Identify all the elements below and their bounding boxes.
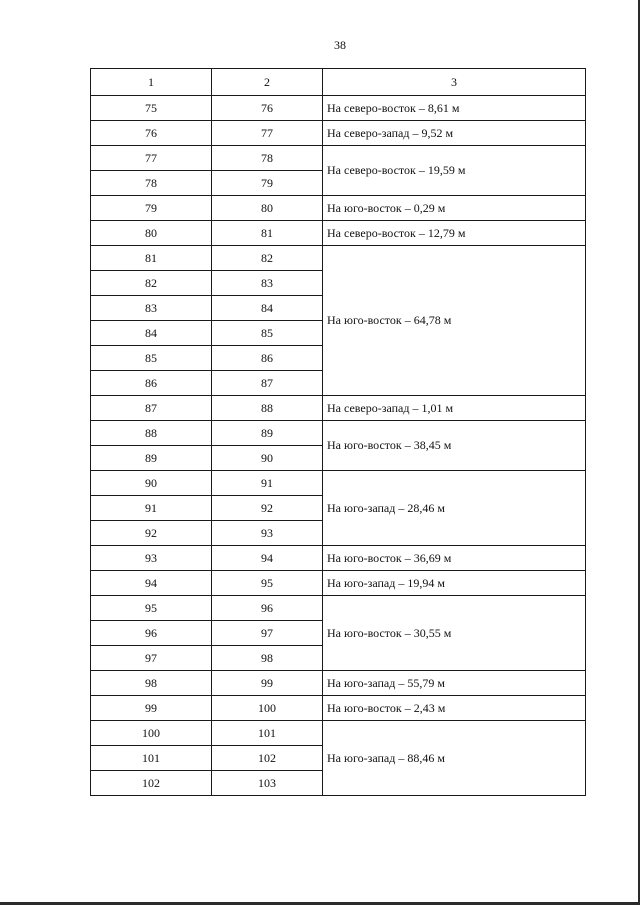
point-from-cell: 90 [91,471,212,496]
point-from-cell: 77 [91,146,212,171]
column-header-1: 1 [91,69,212,96]
point-from-cell: 85 [91,346,212,371]
point-to-cell: 103 [212,771,323,796]
table-row [91,421,586,446]
point-to-cell: 90 [212,446,323,471]
point-to-cell: 89 [212,421,323,446]
point-from-cell: 80 [91,221,212,246]
point-from-cell: 93 [91,546,212,571]
column-header-2: 2 [212,69,323,96]
point-from-cell: 99 [91,696,212,721]
point-from-cell: 101 [91,746,212,771]
point-from-cell: 94 [91,571,212,596]
table-header-row [91,69,586,96]
page-number: 38 [334,38,346,52]
point-to-cell: 76 [212,96,323,121]
point-from-cell: 76 [91,121,212,146]
table-row [91,671,586,696]
table-row [91,396,586,421]
point-from-cell: 75 [91,96,212,121]
direction-distance-cell: На юго-восток – 36,69 м [323,546,586,571]
direction-distance-cell: На северо-восток – 8,61 м [323,96,586,121]
direction-distance-cell: На северо-запад – 9,52 м [323,121,586,146]
table-row [91,471,586,496]
table-row [91,146,586,171]
point-to-cell: 97 [212,621,323,646]
table-row [91,596,586,621]
point-from-cell: 95 [91,596,212,621]
point-to-cell: 100 [212,696,323,721]
point-from-cell: 83 [91,296,212,321]
point-from-cell: 84 [91,321,212,346]
direction-distance-cell: На юго-восток – 64,78 м [323,246,586,396]
point-to-cell: 94 [212,546,323,571]
point-to-cell: 83 [212,271,323,296]
point-from-cell: 92 [91,521,212,546]
point-from-cell: 102 [91,771,212,796]
point-to-cell: 80 [212,196,323,221]
direction-distance-cell: На северо-запад – 1,01 м [323,396,586,421]
point-from-cell: 96 [91,621,212,646]
table-row [91,246,586,271]
point-from-cell: 86 [91,371,212,396]
point-from-cell: 97 [91,646,212,671]
table-row [91,721,586,746]
point-to-cell: 81 [212,221,323,246]
point-from-cell: 78 [91,171,212,196]
table-row [91,546,586,571]
table-body [91,96,586,796]
point-to-cell: 78 [212,146,323,171]
point-to-cell: 85 [212,321,323,346]
point-to-cell: 82 [212,246,323,271]
point-to-cell: 91 [212,471,323,496]
table-row [91,696,586,721]
direction-distance-cell: На северо-восток – 12,79 м [323,221,586,246]
direction-distance-cell: На юго-восток – 38,45 м [323,421,586,471]
point-from-cell: 88 [91,421,212,446]
table-row [91,571,586,596]
point-to-cell: 86 [212,346,323,371]
boundary-table [90,68,586,796]
direction-distance-cell: На юго-запад – 55,79 м [323,671,586,696]
point-to-cell: 93 [212,521,323,546]
direction-distance-cell: На юго-запад – 88,46 м [323,721,586,796]
point-from-cell: 89 [91,446,212,471]
point-from-cell: 81 [91,246,212,271]
point-to-cell: 101 [212,721,323,746]
table-row [91,96,586,121]
table-row [91,221,586,246]
point-to-cell: 79 [212,171,323,196]
point-from-cell: 82 [91,271,212,296]
point-from-cell: 91 [91,496,212,521]
point-from-cell: 100 [91,721,212,746]
point-to-cell: 95 [212,571,323,596]
point-from-cell: 87 [91,396,212,421]
direction-distance-cell: На юго-запад – 28,46 м [323,471,586,546]
table-row [91,121,586,146]
point-to-cell: 98 [212,646,323,671]
direction-distance-cell: На юго-восток – 2,43 м [323,696,586,721]
direction-distance-cell: На юго-запад – 19,94 м [323,571,586,596]
point-to-cell: 87 [212,371,323,396]
point-to-cell: 92 [212,496,323,521]
direction-distance-cell: На юго-восток – 30,55 м [323,596,586,671]
point-to-cell: 88 [212,396,323,421]
column-header-3: 3 [323,69,586,96]
direction-distance-cell: На северо-восток – 19,59 м [323,146,586,196]
point-to-cell: 99 [212,671,323,696]
table-row [91,196,586,221]
point-from-cell: 98 [91,671,212,696]
direction-distance-cell: На юго-восток – 0,29 м [323,196,586,221]
point-to-cell: 96 [212,596,323,621]
point-to-cell: 77 [212,121,323,146]
point-to-cell: 84 [212,296,323,321]
point-to-cell: 102 [212,746,323,771]
point-from-cell: 79 [91,196,212,221]
